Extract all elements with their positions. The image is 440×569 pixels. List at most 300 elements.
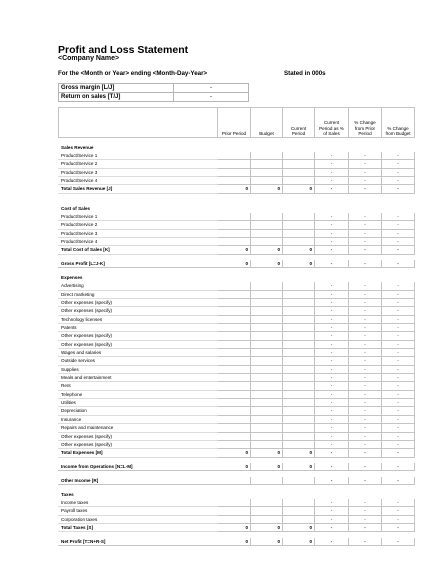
value-cell[interactable] bbox=[251, 432, 283, 440]
value-cell[interactable]: - bbox=[315, 349, 349, 357]
value-cell[interactable]: - bbox=[349, 432, 382, 440]
value-cell[interactable] bbox=[283, 332, 315, 340]
value-cell[interactable]: - bbox=[349, 307, 382, 315]
value-cell[interactable] bbox=[251, 290, 283, 298]
value-cell[interactable] bbox=[251, 332, 283, 340]
value-cell[interactable] bbox=[218, 357, 251, 365]
total-label: Other Income [R] bbox=[59, 476, 218, 484]
value-cell[interactable] bbox=[218, 399, 251, 407]
value-cell[interactable]: 0 bbox=[251, 524, 283, 532]
value-cell[interactable]: - bbox=[315, 537, 349, 545]
value-cell[interactable]: - bbox=[315, 390, 349, 398]
value-cell[interactable]: - bbox=[315, 407, 349, 415]
line-item-row bbox=[59, 237, 415, 245]
value-cell[interactable] bbox=[218, 424, 251, 432]
value-cell[interactable]: - bbox=[382, 349, 415, 357]
value-cell[interactable]: - bbox=[349, 324, 382, 332]
value-cell[interactable] bbox=[283, 432, 315, 440]
value-cell[interactable]: - bbox=[382, 449, 415, 457]
value-cell[interactable] bbox=[251, 176, 283, 184]
blank-cell bbox=[382, 143, 415, 151]
value-cell[interactable]: - bbox=[315, 307, 349, 315]
value-cell[interactable]: - bbox=[382, 515, 415, 523]
value-cell[interactable]: - bbox=[349, 299, 382, 307]
value-cell[interactable]: - bbox=[315, 524, 349, 532]
value-cell[interactable]: - bbox=[382, 260, 415, 268]
value-cell[interactable]: - bbox=[315, 290, 349, 298]
value-cell[interactable] bbox=[218, 476, 251, 484]
value-cell[interactable]: - bbox=[382, 463, 415, 471]
value-cell[interactable] bbox=[283, 212, 315, 220]
line-item-row bbox=[59, 315, 415, 323]
value-cell[interactable]: - bbox=[315, 440, 349, 448]
blank-cell bbox=[382, 273, 415, 281]
value-cell[interactable]: 0 bbox=[218, 246, 251, 254]
line-item-row bbox=[59, 365, 415, 373]
value-cell[interactable]: - bbox=[315, 221, 349, 229]
value-cell[interactable]: 0 bbox=[218, 463, 251, 471]
total-label: Net Profit [T=N+R-S] bbox=[59, 537, 218, 545]
line-item-label: Advertising bbox=[59, 282, 218, 290]
value-cell[interactable]: - bbox=[349, 260, 382, 268]
value-cell[interactable]: - bbox=[315, 229, 349, 237]
line-item-row bbox=[59, 432, 415, 440]
value-cell[interactable]: - bbox=[382, 340, 415, 348]
value-cell[interactable] bbox=[251, 515, 283, 523]
value-cell[interactable]: - bbox=[349, 440, 382, 448]
value-cell[interactable]: - bbox=[382, 307, 415, 315]
section-title-row bbox=[59, 490, 415, 498]
line-item-label: Product/Service 2 bbox=[59, 160, 218, 168]
value-cell[interactable] bbox=[283, 499, 315, 507]
value-cell[interactable]: - bbox=[315, 432, 349, 440]
value-cell[interactable]: - bbox=[315, 332, 349, 340]
value-cell[interactable]: - bbox=[382, 212, 415, 220]
value-cell[interactable]: - bbox=[349, 176, 382, 184]
value-cell[interactable] bbox=[251, 349, 283, 357]
value-cell[interactable]: - bbox=[349, 499, 382, 507]
total-row bbox=[59, 246, 415, 254]
blank-cell bbox=[251, 204, 283, 212]
value-cell[interactable] bbox=[251, 440, 283, 448]
value-cell[interactable] bbox=[251, 507, 283, 515]
value-cell[interactable] bbox=[283, 374, 315, 382]
ratio-value[interactable]: - bbox=[174, 93, 249, 102]
value-cell[interactable] bbox=[251, 476, 283, 484]
line-item-row bbox=[59, 424, 415, 432]
value-cell[interactable]: - bbox=[382, 374, 415, 382]
value-cell[interactable] bbox=[251, 282, 283, 290]
value-cell[interactable]: - bbox=[315, 365, 349, 373]
value-cell[interactable]: - bbox=[349, 246, 382, 254]
other-income-row bbox=[59, 476, 415, 484]
line-item-row bbox=[59, 349, 415, 357]
value-cell[interactable]: - bbox=[349, 221, 382, 229]
blank-cell bbox=[251, 273, 283, 281]
value-cell[interactable]: - bbox=[315, 357, 349, 365]
value-cell[interactable]: - bbox=[315, 499, 349, 507]
value-cell[interactable]: 0 bbox=[251, 463, 283, 471]
value-cell[interactable]: - bbox=[382, 315, 415, 323]
value-cell[interactable]: - bbox=[315, 515, 349, 523]
value-cell[interactable] bbox=[251, 237, 283, 245]
value-cell[interactable] bbox=[251, 382, 283, 390]
value-cell[interactable] bbox=[218, 229, 251, 237]
value-cell[interactable] bbox=[283, 324, 315, 332]
value-cell[interactable]: 0 bbox=[251, 185, 283, 193]
blank-cell bbox=[283, 143, 315, 151]
value-cell[interactable]: - bbox=[382, 160, 415, 168]
line-item-label: Telephone bbox=[59, 390, 218, 398]
value-cell[interactable] bbox=[283, 407, 315, 415]
value-cell[interactable] bbox=[283, 307, 315, 315]
value-cell[interactable]: 0 bbox=[283, 185, 315, 193]
value-cell[interactable]: - bbox=[315, 246, 349, 254]
value-cell[interactable]: - bbox=[349, 160, 382, 168]
value-cell[interactable] bbox=[251, 299, 283, 307]
line-item-row bbox=[59, 415, 415, 423]
value-cell[interactable]: - bbox=[349, 407, 382, 415]
value-cell[interactable] bbox=[251, 151, 283, 159]
value-cell[interactable] bbox=[218, 290, 251, 298]
line-item-label: Product/Service 1 bbox=[59, 151, 218, 159]
value-cell[interactable] bbox=[283, 365, 315, 373]
value-cell[interactable] bbox=[218, 499, 251, 507]
line-item-row bbox=[59, 340, 415, 348]
value-cell[interactable] bbox=[251, 340, 283, 348]
value-cell[interactable] bbox=[251, 407, 283, 415]
line-item-label: Product/Service 3 bbox=[59, 168, 218, 176]
value-cell[interactable]: - bbox=[382, 299, 415, 307]
value-cell[interactable]: - bbox=[349, 185, 382, 193]
value-cell[interactable] bbox=[283, 390, 315, 398]
value-cell[interactable]: - bbox=[315, 151, 349, 159]
value-cell[interactable] bbox=[218, 390, 251, 398]
line-item-label: Meals and entertainment bbox=[59, 374, 218, 382]
value-cell[interactable]: - bbox=[315, 415, 349, 423]
value-cell[interactable] bbox=[283, 221, 315, 229]
value-cell[interactable] bbox=[251, 357, 283, 365]
value-cell[interactable]: - bbox=[315, 340, 349, 348]
value-cell[interactable] bbox=[251, 315, 283, 323]
value-cell[interactable]: - bbox=[382, 537, 415, 545]
value-cell[interactable]: - bbox=[315, 237, 349, 245]
value-cell[interactable] bbox=[283, 415, 315, 423]
blank-cell bbox=[251, 490, 283, 498]
value-cell[interactable]: - bbox=[349, 168, 382, 176]
value-cell[interactable] bbox=[218, 365, 251, 373]
value-cell[interactable] bbox=[218, 407, 251, 415]
value-cell[interactable] bbox=[251, 168, 283, 176]
value-cell[interactable]: - bbox=[315, 374, 349, 382]
value-cell[interactable] bbox=[218, 415, 251, 423]
value-cell[interactable] bbox=[283, 476, 315, 484]
blank-cell bbox=[283, 273, 315, 281]
value-cell[interactable]: 0 bbox=[218, 524, 251, 532]
value-cell[interactable] bbox=[251, 399, 283, 407]
value-cell[interactable]: - bbox=[382, 246, 415, 254]
value-cell[interactable]: - bbox=[382, 432, 415, 440]
value-cell[interactable] bbox=[283, 160, 315, 168]
value-cell[interactable]: - bbox=[382, 332, 415, 340]
value-cell[interactable]: - bbox=[349, 515, 382, 523]
value-cell[interactable]: - bbox=[382, 237, 415, 245]
value-cell[interactable]: - bbox=[349, 332, 382, 340]
value-cell[interactable] bbox=[251, 221, 283, 229]
ratios-table bbox=[58, 83, 249, 102]
value-cell[interactable] bbox=[218, 382, 251, 390]
value-cell[interactable]: - bbox=[349, 365, 382, 373]
value-cell[interactable] bbox=[218, 440, 251, 448]
blank-cell bbox=[349, 143, 382, 151]
value-cell[interactable]: - bbox=[315, 399, 349, 407]
value-cell[interactable]: - bbox=[349, 399, 382, 407]
value-cell[interactable]: - bbox=[382, 290, 415, 298]
value-cell[interactable] bbox=[251, 160, 283, 168]
value-cell[interactable]: - bbox=[382, 507, 415, 515]
value-cell[interactable]: - bbox=[315, 463, 349, 471]
value-cell[interactable]: - bbox=[382, 399, 415, 407]
value-cell[interactable] bbox=[218, 299, 251, 307]
line-item-label: Technology licenses bbox=[59, 315, 218, 323]
value-cell[interactable] bbox=[218, 160, 251, 168]
value-cell[interactable]: - bbox=[315, 315, 349, 323]
value-cell[interactable]: - bbox=[349, 237, 382, 245]
value-cell[interactable] bbox=[218, 315, 251, 323]
value-cell[interactable]: - bbox=[382, 382, 415, 390]
value-cell[interactable] bbox=[283, 340, 315, 348]
value-cell[interactable]: - bbox=[315, 324, 349, 332]
value-cell[interactable] bbox=[283, 151, 315, 159]
value-cell[interactable]: - bbox=[382, 524, 415, 532]
value-cell[interactable] bbox=[283, 282, 315, 290]
line-item-label: Outside services bbox=[59, 357, 218, 365]
blank-cell bbox=[349, 273, 382, 281]
value-cell[interactable]: 0 bbox=[251, 246, 283, 254]
value-cell[interactable]: 0 bbox=[283, 449, 315, 457]
value-cell[interactable]: - bbox=[382, 365, 415, 373]
value-cell[interactable]: 0 bbox=[283, 260, 315, 268]
value-cell[interactable]: - bbox=[349, 349, 382, 357]
statement-table bbox=[58, 107, 415, 546]
line-item-label: Utilities bbox=[59, 399, 218, 407]
value-cell[interactable] bbox=[218, 340, 251, 348]
value-cell[interactable]: - bbox=[349, 507, 382, 515]
value-cell[interactable]: - bbox=[349, 151, 382, 159]
line-item-row bbox=[59, 212, 415, 220]
line-item-label: Other expenses (specify) bbox=[59, 307, 218, 315]
ratio-row bbox=[59, 93, 249, 102]
value-cell[interactable]: - bbox=[349, 463, 382, 471]
value-cell[interactable] bbox=[283, 237, 315, 245]
value-cell[interactable]: - bbox=[382, 476, 415, 484]
value-cell[interactable]: - bbox=[382, 151, 415, 159]
value-cell[interactable] bbox=[218, 237, 251, 245]
value-cell[interactable] bbox=[251, 324, 283, 332]
value-cell[interactable]: - bbox=[382, 390, 415, 398]
value-cell[interactable]: 0 bbox=[251, 260, 283, 268]
section-title: Cost of Sales bbox=[61, 205, 91, 211]
column-header: % Change from Prior Period bbox=[349, 108, 382, 138]
value-cell[interactable] bbox=[218, 374, 251, 382]
value-cell[interactable]: 0 bbox=[283, 524, 315, 532]
value-cell[interactable]: - bbox=[382, 168, 415, 176]
value-cell[interactable]: - bbox=[382, 282, 415, 290]
value-cell[interactable] bbox=[283, 357, 315, 365]
blank-cell bbox=[382, 490, 415, 498]
value-cell[interactable]: - bbox=[315, 260, 349, 268]
value-cell[interactable] bbox=[283, 440, 315, 448]
value-cell[interactable]: 0 bbox=[218, 185, 251, 193]
value-cell[interactable] bbox=[283, 507, 315, 515]
line-item-row bbox=[59, 168, 415, 176]
value-cell[interactable]: 0 bbox=[218, 537, 251, 545]
value-cell[interactable]: - bbox=[315, 382, 349, 390]
value-cell[interactable]: - bbox=[349, 374, 382, 382]
company-name: <Company Name> bbox=[58, 55, 120, 62]
value-cell[interactable]: - bbox=[349, 424, 382, 432]
line-item-label: Product/Service 2 bbox=[59, 221, 218, 229]
value-cell[interactable]: - bbox=[382, 357, 415, 365]
value-cell[interactable] bbox=[218, 515, 251, 523]
value-cell[interactable] bbox=[218, 332, 251, 340]
blank-cell bbox=[315, 490, 349, 498]
value-cell[interactable]: - bbox=[382, 229, 415, 237]
value-cell[interactable]: - bbox=[382, 324, 415, 332]
value-cell[interactable] bbox=[251, 307, 283, 315]
value-cell[interactable] bbox=[283, 399, 315, 407]
section-title-row bbox=[59, 273, 415, 281]
total-label: Total Cost of Sales [K] bbox=[59, 246, 218, 254]
value-cell[interactable]: 0 bbox=[218, 260, 251, 268]
value-cell[interactable] bbox=[218, 221, 251, 229]
value-cell[interactable] bbox=[283, 424, 315, 432]
value-cell[interactable] bbox=[218, 212, 251, 220]
line-item-label: Patents bbox=[59, 324, 218, 332]
total-label: Gross Profit [L=J-K] bbox=[59, 260, 218, 268]
blank-cell bbox=[382, 204, 415, 212]
value-cell[interactable]: - bbox=[349, 340, 382, 348]
value-cell[interactable] bbox=[218, 324, 251, 332]
line-item-row bbox=[59, 299, 415, 307]
line-item-label: Other expenses (specify) bbox=[59, 432, 218, 440]
value-cell[interactable]: - bbox=[382, 424, 415, 432]
value-cell[interactable]: - bbox=[349, 282, 382, 290]
value-cell[interactable]: - bbox=[349, 357, 382, 365]
value-cell[interactable]: - bbox=[349, 524, 382, 532]
value-cell[interactable]: - bbox=[382, 440, 415, 448]
column-header: Current Period as % of Sales bbox=[315, 108, 349, 138]
page-title: Profit and Loss Statement bbox=[58, 44, 189, 56]
value-cell[interactable] bbox=[218, 507, 251, 515]
value-cell[interactable] bbox=[218, 176, 251, 184]
value-cell[interactable]: - bbox=[315, 476, 349, 484]
line-item-label: Product/Service 4 bbox=[59, 237, 218, 245]
value-cell[interactable] bbox=[251, 365, 283, 373]
line-item-row bbox=[59, 160, 415, 168]
line-item-label: Other expenses (specify) bbox=[59, 299, 218, 307]
section-title: Sales Revenue bbox=[61, 144, 94, 150]
value-cell[interactable]: 0 bbox=[251, 537, 283, 545]
value-cell[interactable]: - bbox=[349, 390, 382, 398]
value-cell[interactable]: 0 bbox=[283, 246, 315, 254]
value-cell[interactable] bbox=[251, 229, 283, 237]
value-cell[interactable]: - bbox=[315, 212, 349, 220]
value-cell[interactable] bbox=[283, 382, 315, 390]
value-cell[interactable]: 0 bbox=[218, 449, 251, 457]
value-cell[interactable]: - bbox=[382, 499, 415, 507]
value-cell[interactable] bbox=[283, 290, 315, 298]
value-cell[interactable]: - bbox=[382, 407, 415, 415]
value-cell[interactable]: 0 bbox=[283, 537, 315, 545]
value-cell[interactable]: - bbox=[315, 449, 349, 457]
value-cell[interactable]: - bbox=[349, 382, 382, 390]
value-cell[interactable] bbox=[251, 212, 283, 220]
value-cell[interactable] bbox=[283, 229, 315, 237]
value-cell[interactable] bbox=[283, 315, 315, 323]
ratio-value[interactable]: - bbox=[174, 84, 249, 93]
value-cell[interactable]: - bbox=[349, 212, 382, 220]
value-cell[interactable]: - bbox=[315, 168, 349, 176]
value-cell[interactable] bbox=[283, 349, 315, 357]
value-cell[interactable]: - bbox=[349, 415, 382, 423]
column-header: % Change from Budget bbox=[382, 108, 415, 138]
value-cell[interactable] bbox=[218, 349, 251, 357]
value-cell[interactable]: - bbox=[349, 290, 382, 298]
value-cell[interactable] bbox=[251, 415, 283, 423]
line-item-row bbox=[59, 324, 415, 332]
value-cell[interactable] bbox=[283, 515, 315, 523]
value-cell[interactable]: 0 bbox=[251, 449, 283, 457]
blank-cell bbox=[315, 204, 349, 212]
value-cell[interactable]: - bbox=[315, 424, 349, 432]
line-item-label: Direct marketing bbox=[59, 290, 218, 298]
value-cell[interactable]: - bbox=[315, 185, 349, 193]
value-cell[interactable] bbox=[251, 374, 283, 382]
value-cell[interactable] bbox=[283, 299, 315, 307]
value-cell[interactable] bbox=[251, 390, 283, 398]
line-item-row bbox=[59, 382, 415, 390]
value-cell[interactable]: - bbox=[315, 507, 349, 515]
value-cell[interactable] bbox=[218, 432, 251, 440]
value-cell[interactable]: - bbox=[349, 537, 382, 545]
value-cell[interactable]: - bbox=[315, 176, 349, 184]
value-cell[interactable] bbox=[251, 499, 283, 507]
value-cell[interactable]: - bbox=[315, 299, 349, 307]
value-cell[interactable] bbox=[218, 168, 251, 176]
line-item-row bbox=[59, 290, 415, 298]
value-cell[interactable]: - bbox=[382, 176, 415, 184]
value-cell[interactable] bbox=[283, 168, 315, 176]
value-cell[interactable] bbox=[251, 424, 283, 432]
total-row bbox=[59, 185, 415, 193]
value-cell[interactable] bbox=[283, 176, 315, 184]
line-item-row bbox=[59, 507, 415, 515]
value-cell[interactable]: 0 bbox=[283, 463, 315, 471]
value-cell[interactable]: - bbox=[349, 476, 382, 484]
value-cell[interactable]: - bbox=[315, 160, 349, 168]
value-cell[interactable]: - bbox=[349, 229, 382, 237]
value-cell[interactable] bbox=[218, 307, 251, 315]
value-cell[interactable]: - bbox=[382, 185, 415, 193]
value-cell[interactable]: - bbox=[382, 415, 415, 423]
value-cell[interactable] bbox=[218, 282, 251, 290]
value-cell[interactable]: - bbox=[315, 282, 349, 290]
value-cell[interactable]: - bbox=[349, 315, 382, 323]
value-cell[interactable]: - bbox=[349, 449, 382, 457]
value-cell[interactable] bbox=[218, 151, 251, 159]
value-cell[interactable]: - bbox=[382, 221, 415, 229]
